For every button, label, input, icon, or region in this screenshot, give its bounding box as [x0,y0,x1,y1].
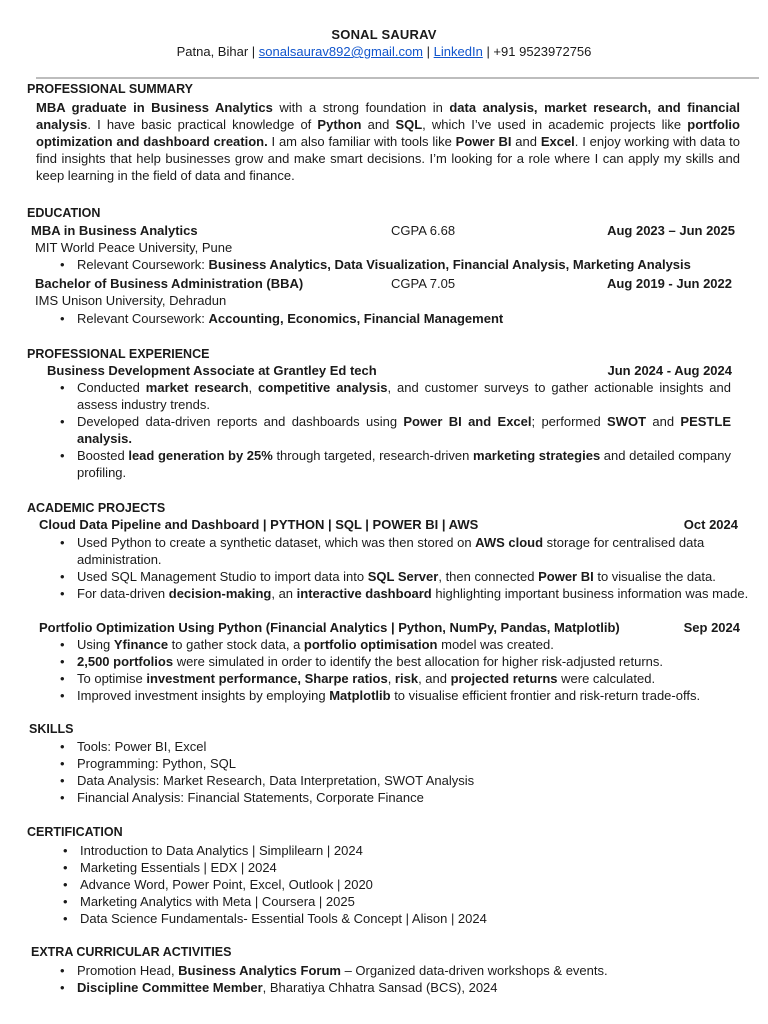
job-dates: Jun 2024 - Aug 2024 [607,363,732,378]
list-item: • Tools: Power BI, Excel [55,738,745,755]
job-role: Business Development Associate at Grantley Ed tech [47,363,377,378]
list-item: • Financial Analysis: Financial Statements, Corporate Finance [55,789,745,806]
list-item: • Boosted lead generation by 25% through targeted, research-driven marketing strategies and detailed company profiling. [55,447,731,481]
list-item: • Relevant Coursework: Business Analytics, Data Visualization, Financial Analysis, Marketing Analysis [55,256,755,273]
list-item: • For data-driven decision-making, an interactive dashboard highlighting important business information was made. [55,585,749,602]
contact-line [0,44,768,59]
skills-list [55,738,745,806]
project-bullets-portfolio [55,636,725,704]
coursework-list-mba [55,256,755,273]
phone: | +91 9523972756 [486,44,592,59]
list-item: • Conducted market research, competitive analysis, and customer surveys to gather actionable insights and assess industry trends. [55,379,731,413]
linkedin-link[interactable]: LinkedIn [433,44,483,59]
list-item: • 2,500 portfolios were simulated in order to identify the best allocation for higher risk-adjusted returns. [55,653,725,670]
header-divider [36,77,759,79]
certification-list [58,842,748,927]
section-title-certification: CERTIFICATION [27,825,123,839]
list-item: • Introduction to Data Analytics | Simplilearn | 2024 [58,842,748,859]
section-title-experience: PROFESSIONAL EXPERIENCE [27,347,210,361]
separator: | [426,44,431,59]
candidate-name: SONAL SAURAV [331,27,437,42]
school-mba: MIT World Peace University, Pune [35,240,233,255]
section-title-education: EDUCATION [27,206,101,220]
location: Patna, Bihar | [176,44,256,59]
project-date-cloud: Oct 2024 [683,517,738,532]
list-item: • Data Science Fundamentals- Essential Tools & Concept | Alison | 2024 [58,910,748,927]
degree-mba: MBA in Business Analytics [31,223,198,238]
list-item: • Promotion Head, Business Analytics Forum – Organized data-driven workshops & events. [55,962,745,979]
coursework-list-bba [55,310,755,327]
project-bullets-cloud [55,534,749,602]
list-item: • Improved investment insights by employing Matplotlib to visualise efficient frontier and risk-return trade-offs. [55,687,725,704]
project-title-cloud: Cloud Data Pipeline and Dashboard | PYTHON | SQL | POWER BI | AWS [39,517,479,532]
dates-mba: Aug 2023 – Jun 2025 [607,223,735,238]
list-item: • Used Python to create a synthetic dataset, which was then stored on AWS cloud storage for centralised data administration. [55,534,749,568]
section-title-projects: ACADEMIC PROJECTS [27,501,166,515]
dates-bba: Aug 2019 - Jun 2022 [607,276,732,291]
list-item: • Marketing Essentials | EDX | 2024 [58,859,748,876]
section-title-summary: PROFESSIONAL SUMMARY [27,82,193,96]
list-item: • Marketing Analytics with Meta | Coursera | 2025 [58,893,748,910]
cgpa-bba: CGPA 7.05 [391,276,456,291]
degree-bba: Bachelor of Business Administration (BBA) [35,276,304,291]
list-item: • Relevant Coursework: Accounting, Economics, Financial Management [55,310,755,327]
list-item: • Data Analysis: Market Research, Data Interpretation, SWOT Analysis [55,772,745,789]
school-bba: IMS Unison University, Dehradun [35,293,227,308]
email-link[interactable]: sonalsaurav892@gmail.com [258,44,424,59]
summary-paragraph: MBA graduate in Business Analytics with a strong foundation in data analysis, market research, and financial analysis. I have basic practical knowledge of Python and SQL, which I’ve used in academic projects like portfolio optimization and dashboard creation. I am also familiar with tools like Power BI and Excel. I enjoy working with data to find insights that help businesses grow and make smart decisions. I’m looking for a role where I can apply my skills and keep learning in the field of data and finance. [36,100,740,183]
section-title-skills: SKILLS [29,722,74,736]
list-item: • Used SQL Management Studio to import data into SQL Server, then connected Power BI to visualise the data. [55,568,749,585]
cgpa-mba: CGPA 6.68 [391,223,456,238]
list-item: • To optimise investment performance, Sharpe ratios, risk, and projected returns were calculated. [55,670,725,687]
project-date-portfolio: Sep 2024 [683,620,740,635]
experience-bullets [55,379,731,481]
section-title-extracurricular: EXTRA CURRICULAR ACTIVITIES [31,945,232,959]
list-item: • Discipline Committee Member, Bharatiya Chhatra Sansad (BCS), 2024 [55,979,745,996]
extracurricular-list [55,962,745,996]
list-item: • Programming: Python, SQL [55,755,745,772]
list-item: • Advance Word, Power Point, Excel, Outlook | 2020 [58,876,748,893]
project-title-portfolio: Portfolio Optimization Using Python (Financial Analytics | Python, NumPy, Pandas, Matplotlib) [39,620,620,635]
list-item: • Developed data-driven reports and dashboards using Power BI and Excel; performed SWOT and PESTLE analysis. [55,413,731,447]
list-item: • Using Yfinance to gather stock data, a portfolio optimisation model was created. [55,636,725,653]
